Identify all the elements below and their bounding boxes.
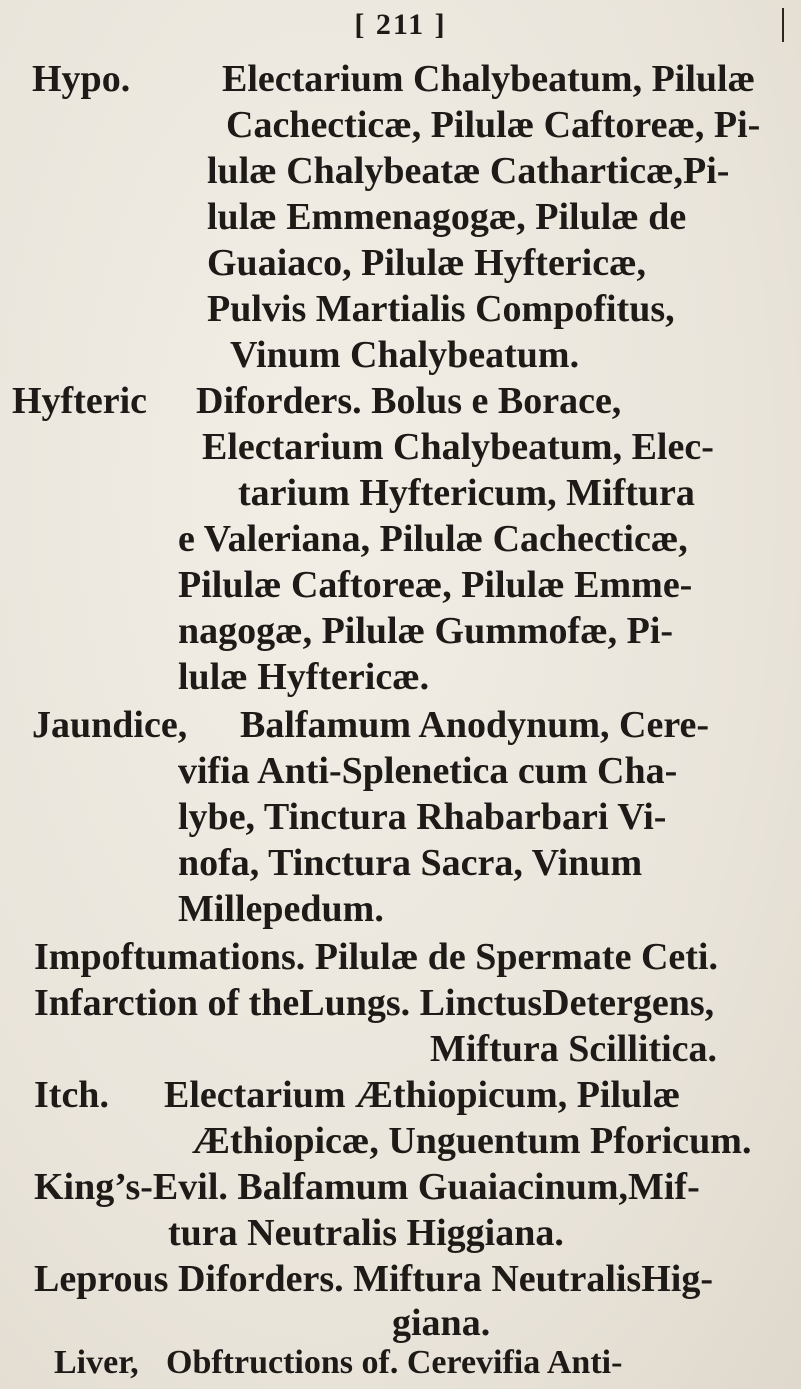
margin-rule bbox=[782, 8, 784, 42]
entry-line: tarium Hyftericum, Miftura bbox=[238, 472, 695, 514]
entry-line: lulæ Emmenagogæ, Pilulæ de bbox=[207, 196, 687, 238]
page-number: [ 211 ] bbox=[354, 8, 447, 41]
entry-line: Cachecticæ, Pilulæ Caftoreæ, Pi- bbox=[226, 104, 761, 146]
entry-term-hypo: Hypo. bbox=[32, 58, 131, 100]
entry-line: Electarium Æthiopicum, Pilulæ bbox=[164, 1074, 681, 1116]
entry-line: lulæ Hyftericæ. bbox=[178, 656, 430, 698]
entry-line: Millepedum. bbox=[178, 888, 384, 930]
entry-line: lybe, Tinctura Rhabarbari Vi- bbox=[178, 796, 667, 838]
entry-line: Vinum Chalybeatum. bbox=[230, 334, 580, 376]
entry-line: Electarium Chalybeatum, Elec- bbox=[202, 426, 714, 468]
entry-line: vifia Anti-Splenetica cum Cha- bbox=[178, 750, 678, 792]
entry-line: nagogæ, Pilulæ Gummofæ, Pi- bbox=[178, 610, 674, 652]
entry-line: Obftructions of. Cerevifia Anti- bbox=[166, 1344, 623, 1381]
entry-line: Pilulæ Caftoreæ, Pilulæ Emme- bbox=[178, 564, 693, 606]
entry-line-kings-evil: King’s-Evil. Balfamum Guaiacinum,Mif- bbox=[34, 1166, 700, 1208]
entry-line: e Valeriana, Pilulæ Cachecticæ, bbox=[178, 518, 688, 560]
entry-line: tura Neutralis Higgiana. bbox=[168, 1212, 564, 1254]
entry-term-liver: Liver, bbox=[54, 1344, 139, 1381]
entry-line-infarction: Infarction of theLungs. LinctusDetergens, bbox=[34, 982, 715, 1024]
entry-term-itch: Itch. bbox=[34, 1074, 109, 1116]
entry-term-jaundice: Jaundice, bbox=[32, 704, 188, 746]
entry-line-leprous: Leprous Diforders. Miftura NeutralisHig- bbox=[34, 1258, 713, 1300]
entry-line: lulæ Chalybeatæ Catharticæ,Pi- bbox=[207, 150, 730, 192]
entry-line: Æthiopicæ, Unguentum Pforicum. bbox=[192, 1120, 752, 1162]
entry-line: Pulvis Martialis Compofitus, bbox=[207, 288, 675, 330]
entry-line: Balfamum Anodynum, Cere- bbox=[240, 704, 710, 746]
entry-line: Miftura Scillitica. bbox=[430, 1028, 718, 1070]
entry-line: Guaiaco, Pilulæ Hyftericæ, bbox=[207, 242, 647, 284]
entry-line: Electarium Chalybeatum, Pilulæ bbox=[222, 58, 756, 100]
entry-line: Diforders. Bolus e Borace, bbox=[196, 380, 622, 422]
entry-line: nofa, Tinctura Sacra, Vinum bbox=[178, 842, 643, 884]
entry-term-hyfteric: Hyfteric bbox=[12, 380, 148, 422]
entry-line: giana. bbox=[392, 1302, 491, 1344]
entry-line-impoftumations: Impoftumations. Pilulæ de Spermate Ceti. bbox=[34, 936, 718, 978]
